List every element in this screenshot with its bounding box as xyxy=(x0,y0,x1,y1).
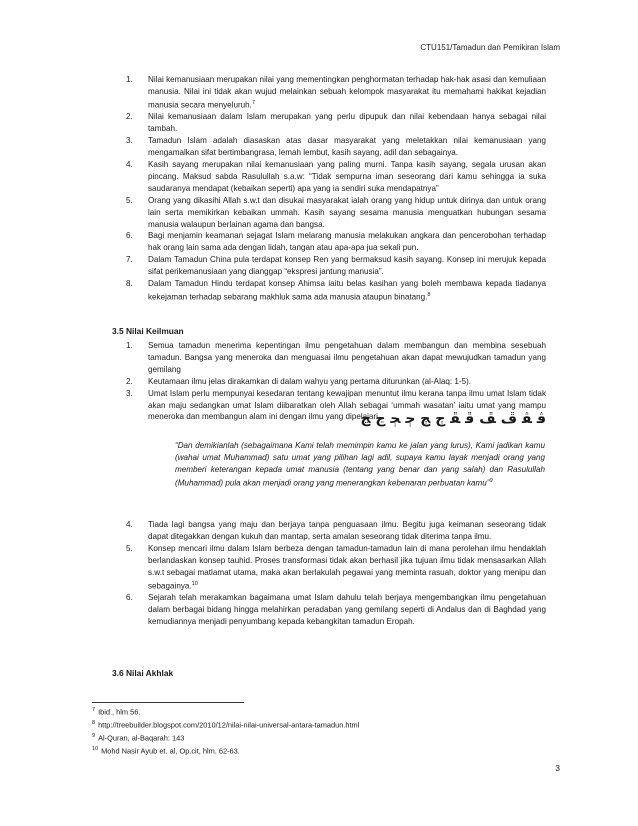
list-item xyxy=(126,230,546,254)
section-heading-3-5: 3.5 Nilai Keilmuan xyxy=(112,326,184,336)
footnote-text: http://treebuilder.blogspot.com/2010/12/nilai-nilai-universal-antara-tamadun.html xyxy=(98,720,360,730)
footnote-number: 8 xyxy=(92,719,96,726)
list-item-text: Sejarah telah merakamkan bagaimana umat Islam dahulu telah berjaya mengembangkan ilmu pengetahuan dalam berbagai bidang hingga melahirkan peradaban yang gemilang seperti di Andalus dan di Baghdad yang kemudiannya menjadi penyumbang kepada kebangkitan tamadun Eropah. xyxy=(148,593,546,626)
knowledge-values-list-continued xyxy=(126,519,546,628)
humanity-values-list xyxy=(126,74,546,304)
footnote-text: Ibid., hlm 56. xyxy=(98,707,141,717)
list-item xyxy=(126,340,546,376)
footnote-ref: 10 xyxy=(191,580,198,587)
running-header: CTU151/Tamadun dan Pemikiran Islam xyxy=(420,43,560,52)
verse-translation-text: “Dan demikianlah (sebagaimana Kami telah memimpin kamu ke jalan yang lurus), Kami jadikan kamu (wahai umat Muhammad) satu umat yang pilihan lagi adil, supaya kamu layak menjadi orang yang memberi keterangan kepada umat manusia (tentang yang benar dan yang salah) dan Rasulullah (Muhammad) pula akan menjadi orang yang menerangkan kebenaran perbuatan kamu” xyxy=(175,441,545,488)
list-item-text: Kasih sayang merupakan nilai kemanusiaan yang paling murni. Tanpa kasih sayang, segala urusan akan pincang. Maksud sabda Rasulullah s.a.w: “Tidak sempurna iman seseorang dari kamu sehingga ia suka saudaranya mendapat (kebaikan seperti) apa yang ia sendiri suka mendapatnya” xyxy=(148,160,546,193)
list-item-number: 2. xyxy=(126,112,133,122)
list-item-number: 5. xyxy=(126,543,133,553)
list-item-text: Keutamaan ilmu jelas dirakamkan di dalam wahyu yang pertama diturunkan (al-Alaq: 1-5). xyxy=(148,376,472,386)
footnote-text: Mohd Nasir Ayub et. al, Op.cit, hlm. 62-63. xyxy=(101,746,240,756)
footnote-ref: 7 xyxy=(251,99,256,106)
list-item-text: Nilai kemanusiaan merupakan nilai yang mementingkan penghormatan terhadap hak-hak asasi dan kemuliaan manusia. Nilai ini tidak akan wujud melainkan sebuah kelompok masyarakat itu memahami hakikat kejadian manusia secara menyeluruh. xyxy=(148,75,546,110)
footnote xyxy=(92,731,552,744)
footnote-text: Al-Quran, al-Baqarah: 143 xyxy=(98,733,185,743)
footnote-number: 9 xyxy=(92,732,96,739)
list-item-text: Orang yang dikasihi Allah s.w.t dan disukai masyarakat ialah orang yang hidup untuk dirinya dan untuk orang lain serta memikirkan kebaikan ummah. Kasih sayang sesama manusia menguatkan hubungan sesama manusia walaupun berlainan agama dan bangsa. xyxy=(148,195,546,229)
list-item xyxy=(126,159,546,195)
list-item xyxy=(126,195,546,231)
footnote xyxy=(92,718,552,731)
list-item xyxy=(126,519,546,543)
list-item xyxy=(126,592,546,628)
list-item xyxy=(126,254,546,278)
list-item xyxy=(126,111,546,135)
list-item-text: Dalam Tamadun China pula terdapat konsep Ren yang bermaksud kasih sayang. Konsep ini merujuk kepada sifat perikemanusiaan yang dianggap “ekspresi jantung manusia”. xyxy=(148,255,546,277)
section-heading-3-6: 3.6 Nilai Akhlak xyxy=(112,668,174,678)
list-item-text: Tiada lagi bangsa yang maju dan berjaya tanpa penguasaan ilmu. Begitu juga keimanan seseorang tidak dapat ditegakkan dengan kukuh dan mantap, serta amalan seseorang tidak diterima tanpa ilmu. xyxy=(148,520,546,541)
list-item-text: Umat Islam perlu mempunyai kesedaran tentang kewajipan menuntut ilmu kerana tanpa ilmu umat Islam tidak akan maju sedangkan umat Islam diibaratkan oleh Allah sebagai ‘ummah wasatan’ iaitu umat yang mampu meneroka dan membangun alam ini dengan ilmu yang dipelajari. xyxy=(148,388,546,422)
footnote xyxy=(92,705,552,718)
list-item xyxy=(126,135,546,159)
footnote-ref: 8 xyxy=(427,292,431,298)
footnotes xyxy=(92,705,552,757)
list-item-number: 8. xyxy=(126,279,133,289)
list-item-text: Dalam Tamadun Hindu terdapat konsep Ahimsa iaitu belas kasihan yang boleh membawa kepada tiadanya kekejaman terhadap sebarang makhluk sama ada manusia ataupun binatang. xyxy=(148,279,546,302)
page-number: 3 xyxy=(555,763,560,773)
quran-verse-arabic: ﭬ ﭭ ﭮ ﭯ ﭰ ﭱ ﭲ ﭳ ﭴ ﭵ ﭶ ﭷ xyxy=(360,411,546,427)
list-item-number: 1. xyxy=(126,341,133,350)
verse-translation xyxy=(175,440,545,489)
list-item xyxy=(126,543,546,592)
list-item-number: 6. xyxy=(126,593,133,603)
list-item xyxy=(126,74,546,111)
list-item-text: Konsep mencari ilmu dalam Islam berbeza dengan tamadun-tamadun lain di mana perolehan ilmu hendaklah berlandaskan konsep tauhid. Proses transformasi tidak akan berhasil jika tujuan ilmu tidak mensasarkan Allah s.w.t sebagai matlamat utama, maka akan berlakulah pegawai yang meminta rasuah, doktor yang menipu dan sebagainya. xyxy=(148,543,546,591)
list-item-number: 4. xyxy=(126,160,133,170)
footnote xyxy=(92,744,552,757)
list-item xyxy=(126,376,546,388)
list-item-number: 3. xyxy=(126,136,133,146)
list-item-number: 3. xyxy=(126,388,133,398)
list-item-text: Nilai kemanusiaan dalam Islam merupakan yang perlu dipupuk dan nilai kebendaan hanya sebagai nilai tambah. xyxy=(148,112,546,134)
list-item xyxy=(126,278,546,304)
list-item-number: 6. xyxy=(126,231,133,241)
list-item-number: 7. xyxy=(126,255,133,265)
list-item-number: 5. xyxy=(126,195,133,205)
list-item-text: Tamadun Islam adalah diasaskan atas dasar masyarakat yang meletakkan nilai kemanusiaan yang mengamalkan sifat bertimbangrasa, lemah lembut, kasih sayang, adil dan sebagainya. xyxy=(148,136,546,158)
list-item-number: 1. xyxy=(126,75,133,84)
footnote-separator xyxy=(92,702,244,703)
footnote-ref: 9 xyxy=(489,477,493,484)
list-item-text: Bagi menjamin keamanan sejagat Islam melarang manusia melakukan angkara dan pencerobohan terhadap hak orang lain sama ada dengan lidah, tangan atau apa-apa jua sekali pun. xyxy=(148,231,546,253)
list-item-number: 2. xyxy=(126,376,133,386)
footnote-number: 7 xyxy=(92,707,96,713)
footnote-number: 10 xyxy=(92,745,99,752)
list-item-number: 4. xyxy=(126,520,133,529)
list-item-text: Semua tamadun menerima kepentingan ilmu pengetahuan dalam membangun dan membina sesebuah tamadun. Bangsa yang meneroka dan menguasai ilmu pengetahuan akan dapat mewujudkan tamadun yang gemilang xyxy=(148,341,546,374)
